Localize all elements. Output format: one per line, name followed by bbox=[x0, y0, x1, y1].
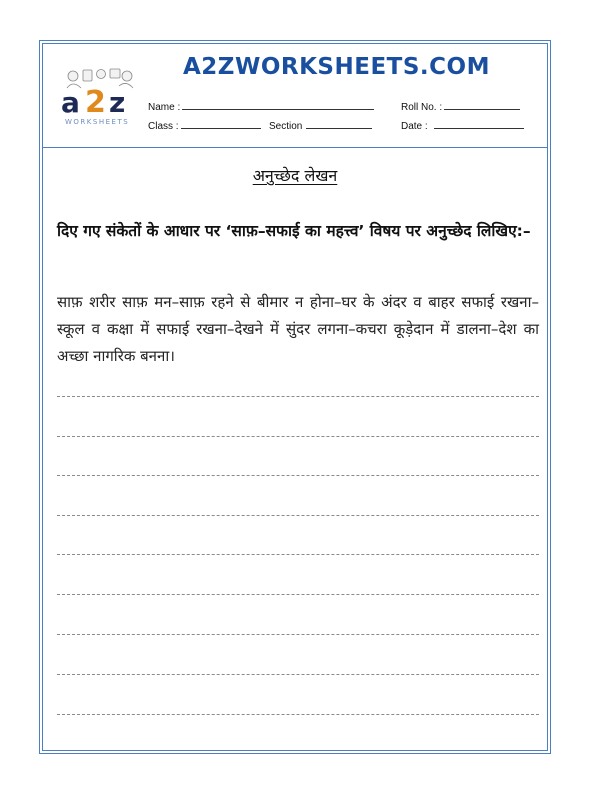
writing-line[interactable] bbox=[57, 436, 539, 437]
writing-line[interactable] bbox=[57, 594, 539, 595]
worksheet-instruction: दिए गए संकेतों के आधार पर ‘साफ़–सफाई का महत्त्व’ विषय पर अनुच्छेद लिखिए:– bbox=[57, 222, 531, 240]
writing-line[interactable] bbox=[57, 714, 539, 715]
roll-field-row bbox=[401, 99, 520, 113]
writing-line[interactable] bbox=[57, 475, 539, 476]
roll-blank bbox=[444, 99, 520, 110]
writing-line[interactable] bbox=[57, 515, 539, 516]
name-blank bbox=[182, 99, 374, 110]
svg-text:WORKSHEETS: WORKSHEETS bbox=[65, 118, 130, 126]
name-field-row bbox=[148, 99, 374, 113]
section-label: Section bbox=[269, 121, 303, 132]
worksheet-frame bbox=[39, 40, 551, 754]
a2z-logo-icon bbox=[59, 66, 141, 128]
worksheet-header bbox=[43, 44, 547, 148]
date-field-row bbox=[401, 118, 524, 132]
site-title: A2ZWORKSHEETS.COM bbox=[183, 54, 490, 80]
worksheet-hints: साफ़ शरीर साफ़ मन–साफ़ रहने से बीमार न होना–घर के अंदर व बाहर सफाई रखना–स्कूल व कक्षा में सफाई रखना–देखने में सुंदर लगना–कचरा कूड़ेदान में डालना–देश का अच्छा नागरिक बनना। bbox=[57, 293, 539, 365]
worksheet-title-text: अनुच्छेद लेखन bbox=[252, 166, 338, 185]
worksheet-title bbox=[43, 164, 547, 186]
class-field-row bbox=[148, 118, 261, 132]
writing-line[interactable] bbox=[57, 634, 539, 635]
class-blank bbox=[181, 118, 261, 129]
name-label: Name : bbox=[148, 102, 181, 113]
writing-line[interactable] bbox=[57, 396, 539, 397]
class-label: Class : bbox=[148, 121, 179, 132]
date-blank bbox=[434, 118, 524, 129]
writing-line[interactable] bbox=[57, 554, 539, 555]
date-label: Date : bbox=[401, 121, 428, 132]
writing-line[interactable] bbox=[57, 674, 539, 675]
roll-label: Roll No. : bbox=[401, 102, 443, 113]
svg-text:z: z bbox=[109, 86, 126, 119]
section-field-row bbox=[269, 118, 372, 132]
svg-text:a: a bbox=[61, 86, 80, 119]
svg-text:2: 2 bbox=[85, 85, 106, 120]
section-blank bbox=[306, 118, 372, 129]
